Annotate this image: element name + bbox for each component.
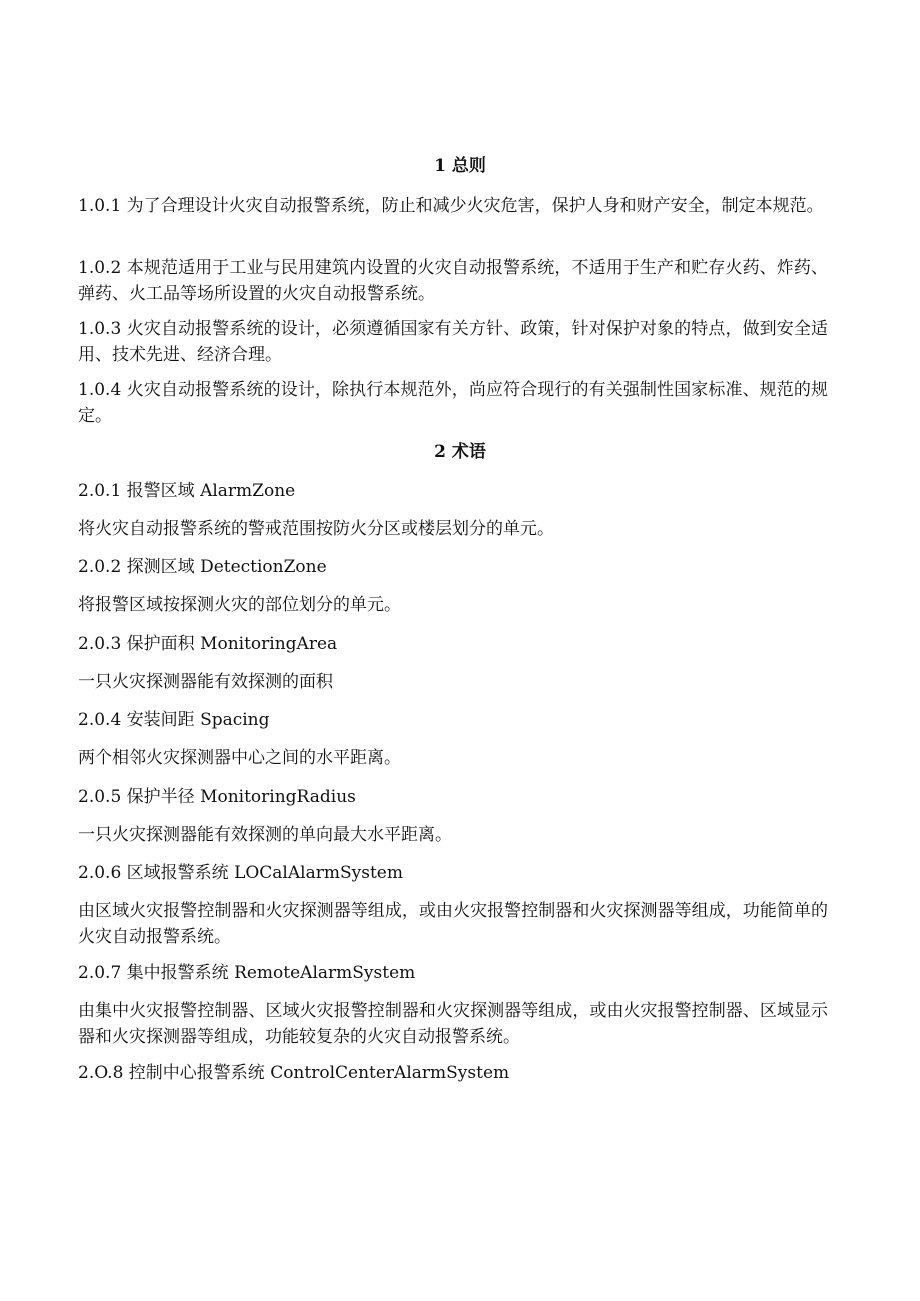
clause-1-0-3: 1.0.3 火灾自动报警系统的设计，必须遵循国家有关方针、政策，针对保护对象的特点，做到安全适用、技术先进、经济合理。 [78, 319, 828, 365]
definition-2-0-6: 由区域火灾报警控制器和火灾探测器等组成，或由火灾报警控制器和火灾探测器等组成，功能简单的火灾自动报警系统。 [78, 901, 828, 947]
term-2-0-7: 2.0.7 集中报警系统 RemoteAlarmSystem [78, 963, 416, 983]
definition-2-0-7: 由集中火灾报警控制器、区域火灾报警控制器和火灾探测器等组成，或由火灾报警控制器、区域显示器和火灾探测器等组成，功能较复杂的火灾自动报警系统。 [78, 1001, 828, 1047]
clause-1-0-4: 1.0.4 火灾自动报警系统的设计，除执行本规范外，尚应符合现行的有关强制性国家标准、规范的规定。 [78, 380, 828, 426]
clause-1-0-2: 1.0.2 本规范适用于工业与民用建筑内设置的火灾自动报警系统，不适用于生产和贮存火药、炸药、弹药、火工品等场所设置的火灾自动报警系统。 [78, 258, 828, 304]
term-2-0-2: 2.0.2 探测区域 DetectionZone [78, 557, 327, 577]
definition-2-0-1: 将火灾自动报警系统的警戒范围按防火分区或楼层划分的单元。 [78, 519, 554, 539]
term-2-0-1: 2.0.1 报警区域 AlarmZone [78, 481, 296, 501]
term-2-0-3: 2.0.3 保护面积 MonitoringArea [78, 634, 338, 654]
definition-2-0-4: 两个相邻火灾探测器中心之间的水平距离。 [78, 748, 401, 768]
definition-2-0-5: 一只火灾探测器能有效探测的单向最大水平距离。 [78, 825, 452, 845]
term-2-0-5: 2.0.5 保护半径 MonitoringRadius [78, 787, 356, 807]
term-2-0-8: 2.O.8 控制中心报警系统 ControlCenterAlarmSystem [78, 1063, 510, 1083]
chapter-2-title: 2 术语 [434, 442, 486, 462]
clause-1-0-1: 1.0.1 为了合理设计火灾自动报警系统，防止和减少火灾危害，保护人身和财产安全，制定本规范。 [78, 196, 824, 216]
definition-2-0-3: 一只火灾探测器能有效探测的面积 [78, 672, 333, 692]
chapter-1-title: 1 总则 [434, 156, 486, 176]
definition-2-0-2: 将报警区域按探测火灾的部位划分的单元。 [78, 595, 401, 615]
term-2-0-4: 2.0.4 安装间距 Spacing [78, 710, 270, 730]
term-2-0-6: 2.0.6 区域报警系统 LOCalAlarmSystem [78, 863, 403, 883]
